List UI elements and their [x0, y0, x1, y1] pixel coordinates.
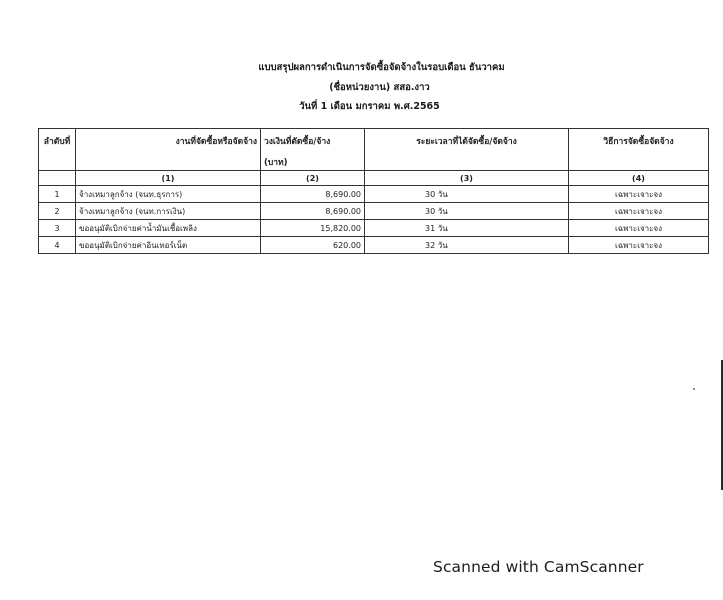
scanner-watermark: Scanned with CamScanner [433, 558, 644, 576]
table-row [39, 186, 709, 203]
procurement-summary-table [38, 128, 709, 254]
table-header-row [39, 129, 709, 171]
row-amount: 620.00 [261, 237, 365, 254]
row-item: จ้างเหมาลูกจ้าง (จนท.การเงิน) [76, 203, 261, 220]
scan-speck [693, 388, 695, 390]
header-period: ระยะเวลาที่ได้จัดซื้อ/จัดจ้าง [365, 129, 569, 171]
row-amount: 15,820.00 [261, 220, 365, 237]
row-index: 1 [39, 186, 76, 203]
column-number: (2) [261, 171, 365, 186]
row-period: 30 วัน [365, 186, 569, 203]
column-number-blank [39, 171, 76, 186]
row-amount: 8,690.00 [261, 186, 365, 203]
row-index: 4 [39, 237, 76, 254]
row-item: ขออนุมัติเบิกจ่ายค่าอินเทอร์เน็ต [76, 237, 261, 254]
row-index: 2 [39, 203, 76, 220]
header-index: ลำดับที่ [39, 129, 76, 171]
document-date: วันที่ 1 เดือน มกราคม พ.ศ.2565 [299, 101, 440, 112]
row-amount: 8,690.00 [261, 203, 365, 220]
column-number-row [39, 171, 709, 186]
agency-name: (ชื่อหน่วยงาน) สสอ.งาว [329, 82, 430, 93]
row-method: เฉพาะเจาะจง [569, 203, 709, 220]
document-title: แบบสรุปผลการดำเนินการจัดซื้อจัดจ้างในรอบเดือน ธันวาคม [258, 62, 505, 73]
row-period: 32 วัน [365, 237, 569, 254]
column-number: (4) [569, 171, 709, 186]
row-method: เฉพาะเจาะจง [569, 220, 709, 237]
header-amount-unit: (บาท) [264, 158, 288, 168]
header-amount [261, 129, 365, 171]
row-item: ขออนุมัติเบิกจ่ายค่าน้ำมันเชื้อเพลิง [76, 220, 261, 237]
row-period: 31 วัน [365, 220, 569, 237]
header-amount-label: วงเงินที่ตัดซื้อ/จ้าง [264, 137, 331, 147]
row-method: เฉพาะเจาะจง [569, 186, 709, 203]
row-method: เฉพาะเจาะจง [569, 237, 709, 254]
table-row [39, 203, 709, 220]
table-row [39, 237, 709, 254]
column-number: (3) [365, 171, 569, 186]
row-index: 3 [39, 220, 76, 237]
row-period: 30 วัน [365, 203, 569, 220]
column-number: (1) [76, 171, 261, 186]
header-item: งานที่จัดซื้อหรือจัดจ้าง [76, 129, 261, 171]
table-row [39, 220, 709, 237]
row-item: จ้างเหมาลูกจ้าง (จนท.ธุรการ) [76, 186, 261, 203]
header-method: วิธีการจัดซื้อจัดจ้าง [569, 129, 709, 171]
